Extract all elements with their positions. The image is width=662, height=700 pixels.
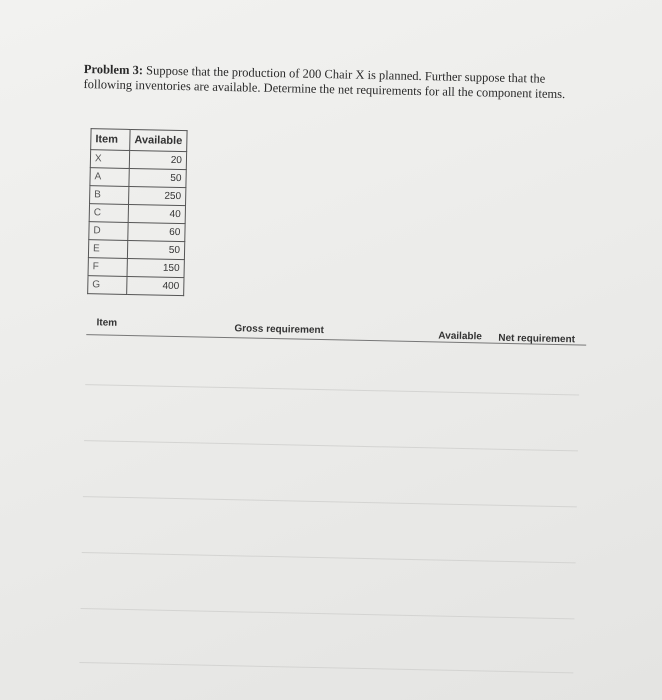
- inventory-item-cell: A: [90, 168, 129, 187]
- answer-blank-line: [79, 662, 573, 673]
- inventory-available-cell: 250: [129, 186, 186, 205]
- table-row: [90, 150, 186, 170]
- table-row: [89, 204, 185, 224]
- inventory-table: [87, 128, 187, 296]
- answer-header-gross: Gross requirement: [234, 323, 325, 337]
- problem-statement: [83, 62, 574, 102]
- answer-blank-line: [81, 608, 575, 619]
- inventory-available-cell: 50: [129, 168, 186, 187]
- answer-header-item: Item: [96, 317, 118, 329]
- problem-text: Suppose that the production of 200 Chair X is planned. Further suppose that the following inventories are available. Determine the net requirements for all the component items.: [83, 63, 566, 102]
- table-row: [88, 240, 184, 260]
- inventory-available-cell: 40: [128, 204, 185, 223]
- inventory-item-cell: B: [90, 186, 129, 205]
- table-row: [88, 258, 184, 278]
- inventory-item-cell: E: [88, 240, 127, 259]
- inventory-available-cell: 50: [127, 240, 184, 259]
- answer-header-available: Available: [438, 330, 482, 343]
- inventory-header-item: Item: [91, 129, 130, 151]
- inventory-item-cell: C: [89, 204, 128, 223]
- answer-header-net: Net requirement: [498, 332, 576, 346]
- table-row: [89, 222, 185, 242]
- inventory-item-cell: D: [89, 222, 128, 241]
- table-row: [88, 276, 184, 296]
- answer-blank-line: [83, 496, 577, 507]
- table-row: [90, 168, 186, 188]
- inventory-available-cell: 150: [127, 258, 184, 277]
- worksheet-content: [83, 62, 584, 346]
- inventory-header-available: Available: [130, 129, 187, 151]
- problem-label: Problem 3:: [83, 62, 144, 78]
- inventory-item-cell: G: [88, 276, 127, 295]
- answer-blank-line: [85, 384, 579, 395]
- inventory-available-cell: 400: [127, 276, 184, 295]
- inventory-item-cell: F: [88, 258, 127, 277]
- inventory-item-cell: X: [90, 150, 129, 169]
- inventory-available-cell: 60: [128, 222, 185, 241]
- inventory-available-cell: 20: [129, 150, 186, 169]
- table-row: [90, 186, 186, 206]
- answer-blank-line: [82, 552, 576, 563]
- inventory-header-row: [91, 129, 187, 152]
- answer-blank-line: [84, 440, 578, 451]
